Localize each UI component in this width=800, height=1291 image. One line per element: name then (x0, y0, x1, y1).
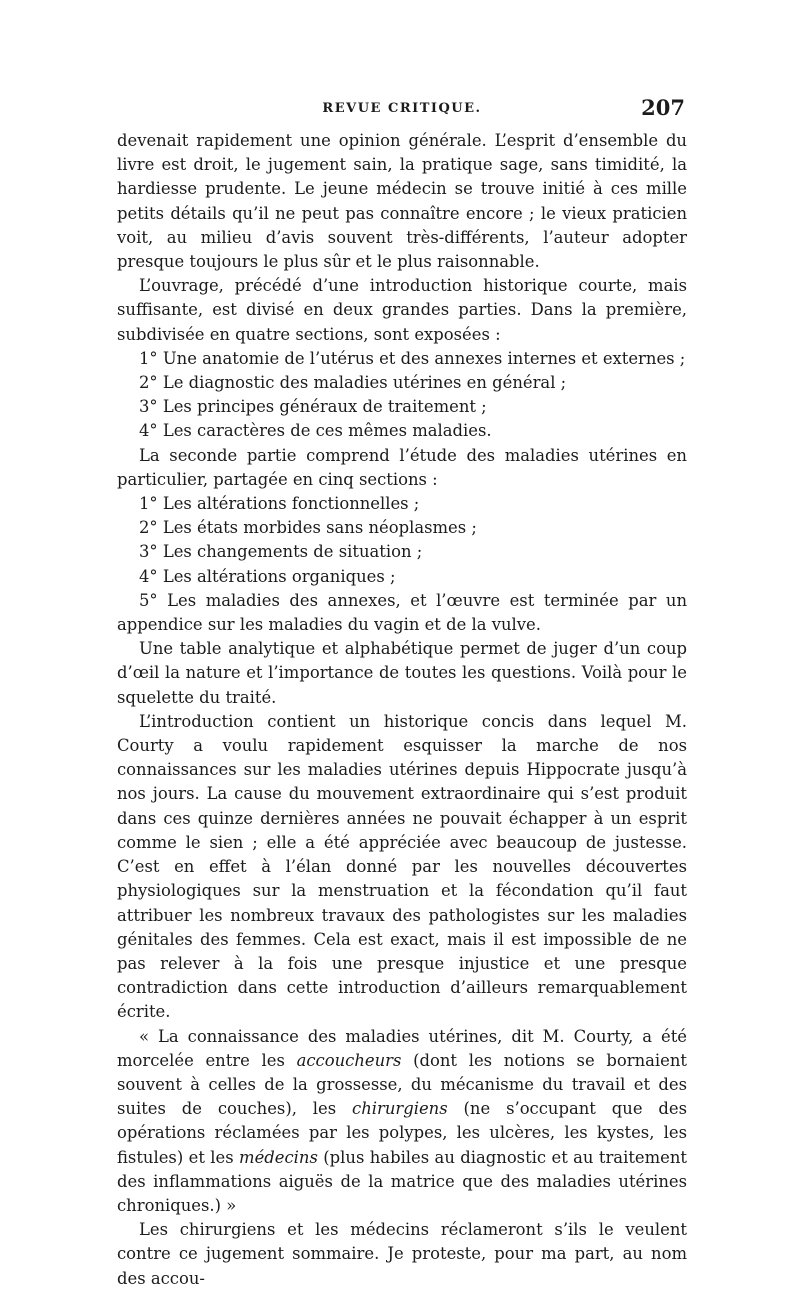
list-item: 5° Les maladies des annexes, et l’œuvre est terminée par un appendice sur les maladies du vagin et de la vulve. (117, 590, 687, 635)
page-header (117, 95, 687, 129)
list-item: 3° Les principes généraux de traitement ; (139, 397, 487, 417)
list-item: 2° Le diagnostic des maladies utérines en général ; (139, 373, 567, 393)
document-page (117, 95, 687, 1291)
list-item: 4° Les altérations organiques ; (139, 566, 396, 586)
list-item: 3° Les changements de situation ; (139, 542, 423, 562)
paragraph: Une table analytique et alphabétique permet de juger d’un coup d’œil la nature et l’importance de toutes les questions. Voilà pour le squelette du traité. (117, 639, 687, 707)
paragraph: L’ouvrage, précédé d’une introduction historique courte, mais suffisante, est divisé en deux grandes parties. Dans la première, subdivisée en quatre sections, sont exposées : (117, 276, 687, 344)
list-item: 1° Une anatomie de l’utérus et des annexes internes et externes ; (139, 348, 686, 368)
list-item: 1° Les altérations fonctionnelles ; (139, 494, 420, 514)
running-head: REVUE CRITIQUE. (322, 101, 482, 116)
paragraph: Les chirurgiens et les médecins réclameront s’ils le veulent contre ce jugement sommaire. Je proteste, pour ma part, au nom des accou- (117, 1220, 687, 1288)
page-number: 207 (641, 95, 685, 120)
paragraph: La seconde partie comprend l’étude des maladies utérines en particulier, partagée en cinq sections : (117, 445, 687, 489)
list-item: 2° Les états morbides sans néoplasmes ; (139, 518, 477, 538)
list-item: 4° Les caractères de ces mêmes maladies. (139, 421, 492, 441)
quotation-paragraph: « La connaissance des maladies utérines, dit M. Courty, a été morcelée entre les accoucheurs (dont les notions se bornaient souvent à celles de la grossesse, du mécanisme du travail et des suites de couches), les chirurgiens (ne s’occupant que des opérations réclamées par les polypes, les ulcères, les kystes, les fistules) et les médecins (plus habiles au diagnostic et au traitement des inflammations aiguës de la matrice que des maladies utérines chroniques.) » (117, 1026, 687, 1215)
body-text (117, 129, 687, 1291)
paragraph: L’introduction contient un historique concis dans lequel M. Courty a voulu rapidement esquisser la marche de nos connaissances sur les maladies utérines depuis Hippocrate jusqu’à nos jours. La cause du mouvement extraordinaire qui s’est produit dans ces quinze dernières années ne pouvait échapper à un esprit comme le sien ; elle a été appréciée avec beaucoup de justesse. C’est en effet à l’élan donné par les nouvelles découvertes physiologiques sur la menstruation et la fécondation qu’il faut attribuer les nombreux travaux des pathologistes sur les maladies génitales des femmes. Cela est exact, mais il est impossible de ne pas relever à la fois une presque injustice et une presque contradiction dans cette introduction d’ailleurs remarquablement écrite. (117, 711, 687, 1022)
paragraph: devenait rapidement une opinion générale. L’esprit d’ensemble du livre est droit, le jugement sain, la pratique sage, sans timidité, la hardiesse prudente. Le jeune médecin se trouve initié à ces mille petits détails qu’il ne peut pas connaître encore ; le vieux praticien voit, au milieu d’avis souvent très-différents, l’auteur adopter presque toujours le plus sûr et le plus raisonnable. (117, 131, 687, 272)
